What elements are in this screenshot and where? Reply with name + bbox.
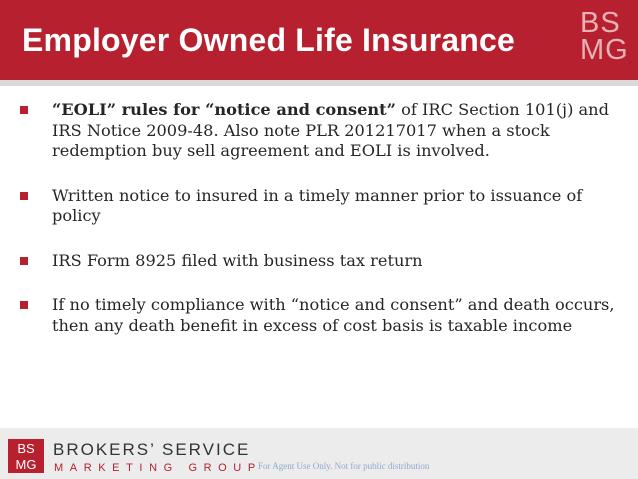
square-bullet-icon	[20, 192, 28, 200]
footer-disclaimer: For Agent Use Only. Not for public distribution	[258, 461, 430, 471]
square-bullet-icon	[20, 257, 28, 265]
footer-brand-subtitle: MARKETING GROUP	[54, 462, 262, 474]
bullet-text: Written notice to insured in a timely manner prior to issuance of policy	[52, 185, 583, 225]
square-bullet-icon	[20, 301, 28, 309]
bullet-list	[18, 100, 623, 360]
logo-line-2: MG	[580, 34, 629, 66]
bullet-item	[18, 100, 623, 162]
bullet-text: If no timely compliance with “notice and consent” and death occurs, then any death benefit in excess of cost basis is taxable income	[52, 295, 615, 335]
header-divider	[0, 80, 638, 86]
footer-bsmg-logo	[8, 439, 44, 473]
bullet-item	[18, 251, 623, 272]
footer-logo-line-2: MG	[15, 457, 37, 472]
slide-title: Employer Owned Life Insurance	[22, 22, 516, 58]
bullet-bold-text: “EOLI” rules for “notice and consent”	[52, 100, 396, 119]
bullet-item	[18, 186, 623, 227]
footer-band	[0, 428, 638, 479]
logo-line-1: BS	[580, 7, 621, 39]
bullet-text: IRS Form 8925 filed with business tax return	[52, 250, 423, 270]
footer-brand-name: BROKERS’ SERVICE	[53, 440, 251, 459]
bsmg-logo	[580, 7, 632, 66]
header-band	[0, 0, 638, 80]
footer-logo-line-1: BS	[17, 441, 35, 456]
bullet-text: of IRC Section 101(j) and IRS Notice 2009-48. Also note PLR 201217017 when a stock redemption buy sell agreement and EOLI is involved.	[52, 100, 609, 160]
bullet-item	[18, 295, 623, 336]
square-bullet-icon	[20, 106, 28, 114]
